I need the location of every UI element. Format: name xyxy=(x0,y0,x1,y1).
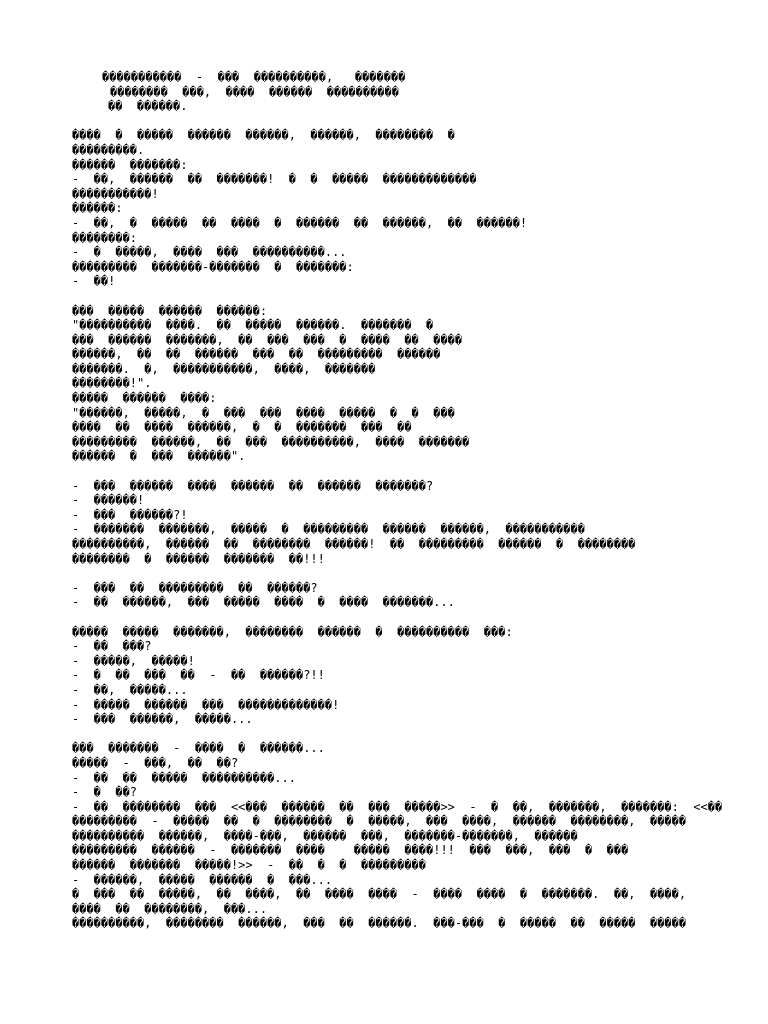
text-line: - �� �� ����� ����������... xyxy=(72,770,296,785)
document-text xyxy=(72,70,752,931)
paragraph-spacer xyxy=(72,610,752,625)
text-line: - ��� ������, �����... xyxy=(72,712,253,727)
paragraph-spacer xyxy=(72,727,752,742)
text-line: - ��� ������?! xyxy=(72,507,188,522)
text-line: ��� ������ �������, �� ��� ��� � ���� �� ���� xyxy=(72,332,463,347)
text-line: ������: xyxy=(72,201,123,216)
text-line: "������, �����, � ��� ��� ���� ����� � � ��� xyxy=(72,405,455,420)
text-line: - �� ������, ��� ����� ���� � ���� �������... xyxy=(72,595,455,610)
text-line: ���� �� ���� ������, � � ������� ��� �� xyxy=(72,420,412,435)
text-line: - ��, �����... xyxy=(72,682,188,697)
text-line: �������. �, �����������, ����, ������� xyxy=(72,361,376,376)
text-line: ����� ������ ����: xyxy=(72,391,217,406)
text-line: - ��! xyxy=(72,274,116,289)
text-line: ��� ����� ������ ������: xyxy=(72,303,268,318)
text-line: ��������!". xyxy=(72,376,152,391)
text-line: ����������, ������ �� �������� ������! �� ��������� ������ � �������� xyxy=(72,537,636,551)
paragraph-spacer xyxy=(72,289,752,304)
text-line: ����������, �������� ������, ��� �� ������. ���-��� � ����� �� ����� ����� xyxy=(72,916,687,931)
text-line: ������ ������� �����!>> - �� � � ��������� xyxy=(72,858,427,873)
text-line: ��������� - ����� �� � �������� � �����, ��� ����, ������ ��������, ����� xyxy=(72,814,687,829)
paragraph-spacer xyxy=(72,464,752,479)
text-line: ���������. xyxy=(72,142,145,157)
text-line: - � ��? xyxy=(72,785,138,800)
text-line: ��� ������� - ���� � ������... xyxy=(72,741,325,756)
text-line: ���� �� ��������, ���... xyxy=(72,901,268,916)
text-line: - ��, � ����� �� ���� � ������ �� ������, �� ������! xyxy=(72,215,528,230)
text-line: ����� ����� �������, �������� ������ � ���������� ���: xyxy=(72,624,513,639)
text-line: - �����, �����! xyxy=(72,653,195,668)
text-line: - ������! xyxy=(72,493,145,508)
text-line: ��������� ������, �� ��� ����������, ���� ������� xyxy=(72,434,470,449)
text-line: - ������� �������, ����� � ��������� ������ ������, ����������� xyxy=(72,522,585,537)
text-line: ������, �� �� ������ ��� �� ��������� ������ xyxy=(72,347,441,362)
text-line: ��������� �������-������� � �������: xyxy=(72,259,354,274)
text-line: - � �� ��� �� - �� ������?!! xyxy=(72,668,325,683)
text-line: ��������� ������ - ������� ���� ����� ����!!! ��� ���, ��� � ��� xyxy=(72,843,629,858)
text-line: - � �����, ���� ��� ����������... xyxy=(72,245,347,260)
text-line: ���������� ������, ����-���, ������ ���, �������-�������, ������ xyxy=(72,828,578,843)
text-line: � ��� �� �����, �� ����, �� ���� ���� - ���� ���� � �������. ��, ����, xyxy=(72,887,687,902)
text-line: ��������: xyxy=(72,230,138,245)
text-line: ������ � ��� ������". xyxy=(72,449,246,464)
text-line: �����������! xyxy=(72,186,159,201)
paragraph-spacer xyxy=(72,114,752,129)
text-line: ����� - ���, �� ��? xyxy=(72,755,239,770)
text-line: - �� �������� ��� <<��� ������ �� ��� �����>> - � ��, �������, �������: <<�� xyxy=(72,799,723,814)
text-line: ���� � ����� ������ ������, ������, �������� � xyxy=(72,128,455,143)
text-line: �������� � ������ ������� ��!!! xyxy=(72,551,325,566)
text-line: - ��� �� ��������� �� ������? xyxy=(72,580,318,595)
text-line: ������ �������: xyxy=(72,157,188,172)
title-line: �� ������. xyxy=(108,99,188,114)
paragraph-spacer xyxy=(72,566,752,581)
title-line: �������� ���, ���� ������ ���������� xyxy=(110,84,399,99)
text-line: - ��, ������ �� �������! � � ����� ������������� xyxy=(72,172,477,187)
text-line: - �� ���? xyxy=(72,639,152,654)
text-line: - ������, ����� ������ � ���... xyxy=(72,872,333,887)
title-line: ����������� - ��� ����������, ������� xyxy=(102,70,406,84)
text-line: - ����� ������ ��� �������������! xyxy=(72,697,340,712)
text-line: "���������� ����. �� ����� ������. ������� � xyxy=(72,318,434,333)
text-line: - ��� ������ ���� ������ �� ������ �������? xyxy=(72,478,434,493)
